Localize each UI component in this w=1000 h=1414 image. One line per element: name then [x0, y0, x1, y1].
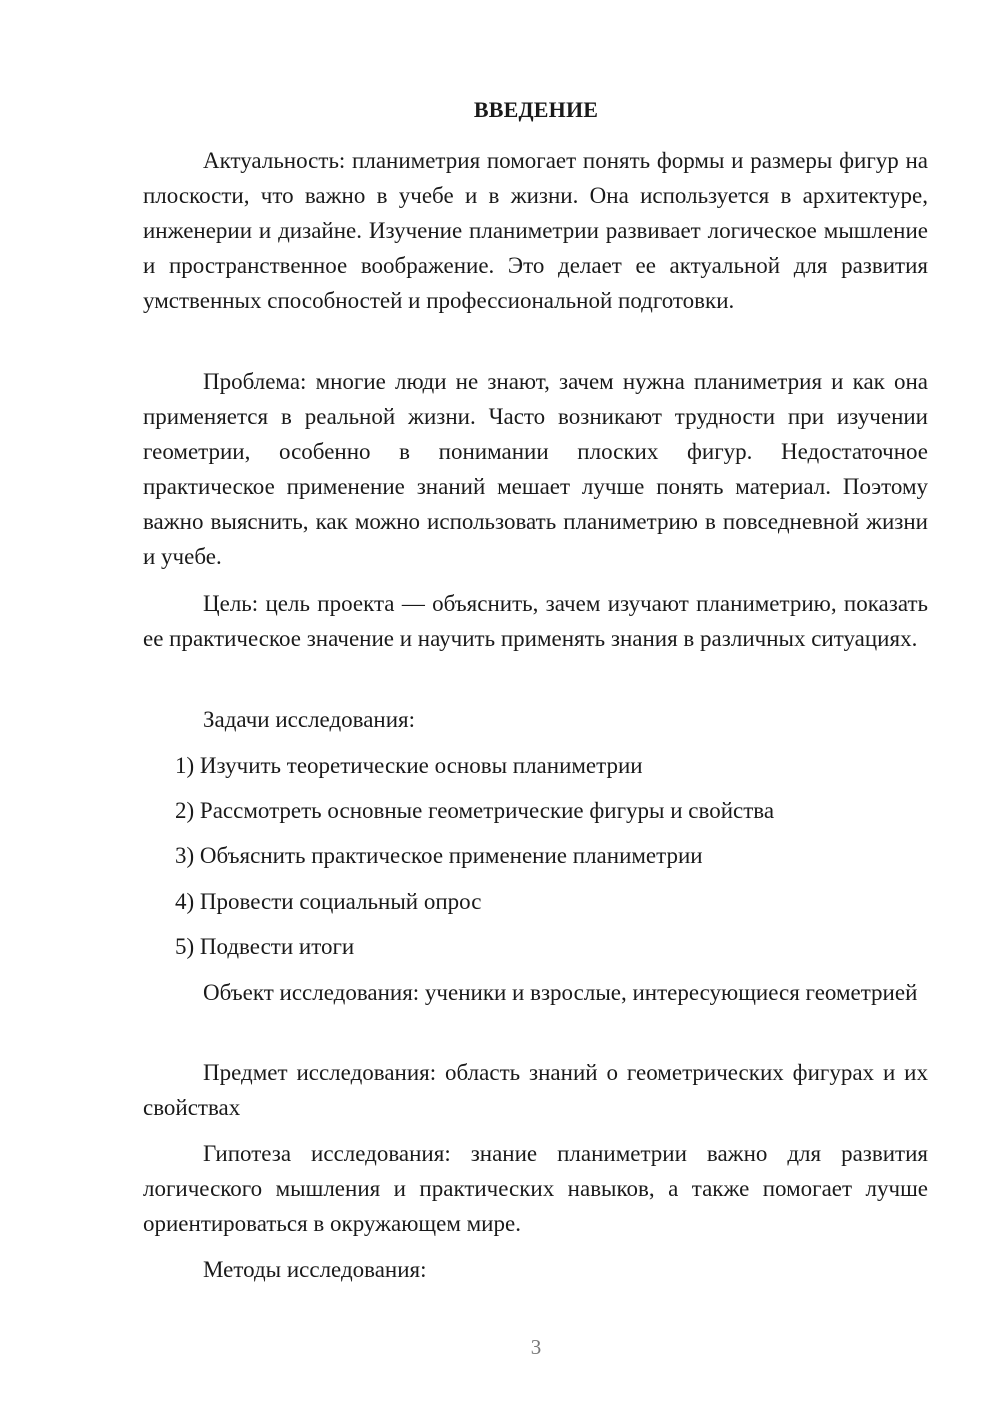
problem-paragraph: Проблема: многие люди не знают, зачем нужна планиметрия и как она применяется в реальной жизни. Часто возникают трудности при изучении геометрии, особенно в понимании плоских фигур. Недостаточное практическое применение знаний мешает лучше понять материал. Поэтому важно выяснить, как можно использовать планиметрию в повседневной жизни и учебе.: [143, 369, 928, 569]
object-paragraph: Объект исследования: ученики и взрослые, интересующиеся геометрией: [203, 980, 918, 1005]
tasks-heading: Задачи исследования:: [203, 707, 416, 732]
subject-paragraph: Предмет исследования: область знаний о геометрических фигурах и их свойствах: [143, 1060, 928, 1120]
page-number: 3: [530, 1335, 542, 1359]
relevance-paragraph: Актуальность: планиметрия помогает понять формы и размеры фигур на плоскости, что важно в учебе и в жизни. Она используется в архитектуре, инженерии и дизайне. Изучение планиметрии развивает логическое мышление и пространственное воображение. Это делает ее актуальной для развития умственных способностей и профессиональной подготовки.: [143, 148, 928, 313]
task-item-3: 3) Объяснить практическое применение планиметрии: [175, 843, 703, 868]
task-item-5: 5) Подвести итоги: [175, 934, 355, 959]
page-title: ВВЕДЕНИЕ: [473, 97, 599, 122]
methods-heading: Методы исследования:: [203, 1257, 427, 1282]
task-item-1: 1) Изучить теоретические основы планиметрии: [175, 753, 643, 778]
task-item-4: 4) Провести социальный опрос: [175, 889, 482, 914]
task-item-2: 2) Рассмотреть основные геометрические фигуры и свойства: [175, 798, 775, 823]
hypothesis-paragraph: Гипотеза исследования: знание планиметрии важно для развития логического мышления и практических навыков, а также помогает лучше ориентироваться в окружающем мире.: [143, 1141, 928, 1236]
goal-paragraph: Цель: цель проекта — объяснить, зачем изучают планиметрию, показать ее практическое значение и научить применять знания в различных ситуациях.: [143, 591, 928, 651]
